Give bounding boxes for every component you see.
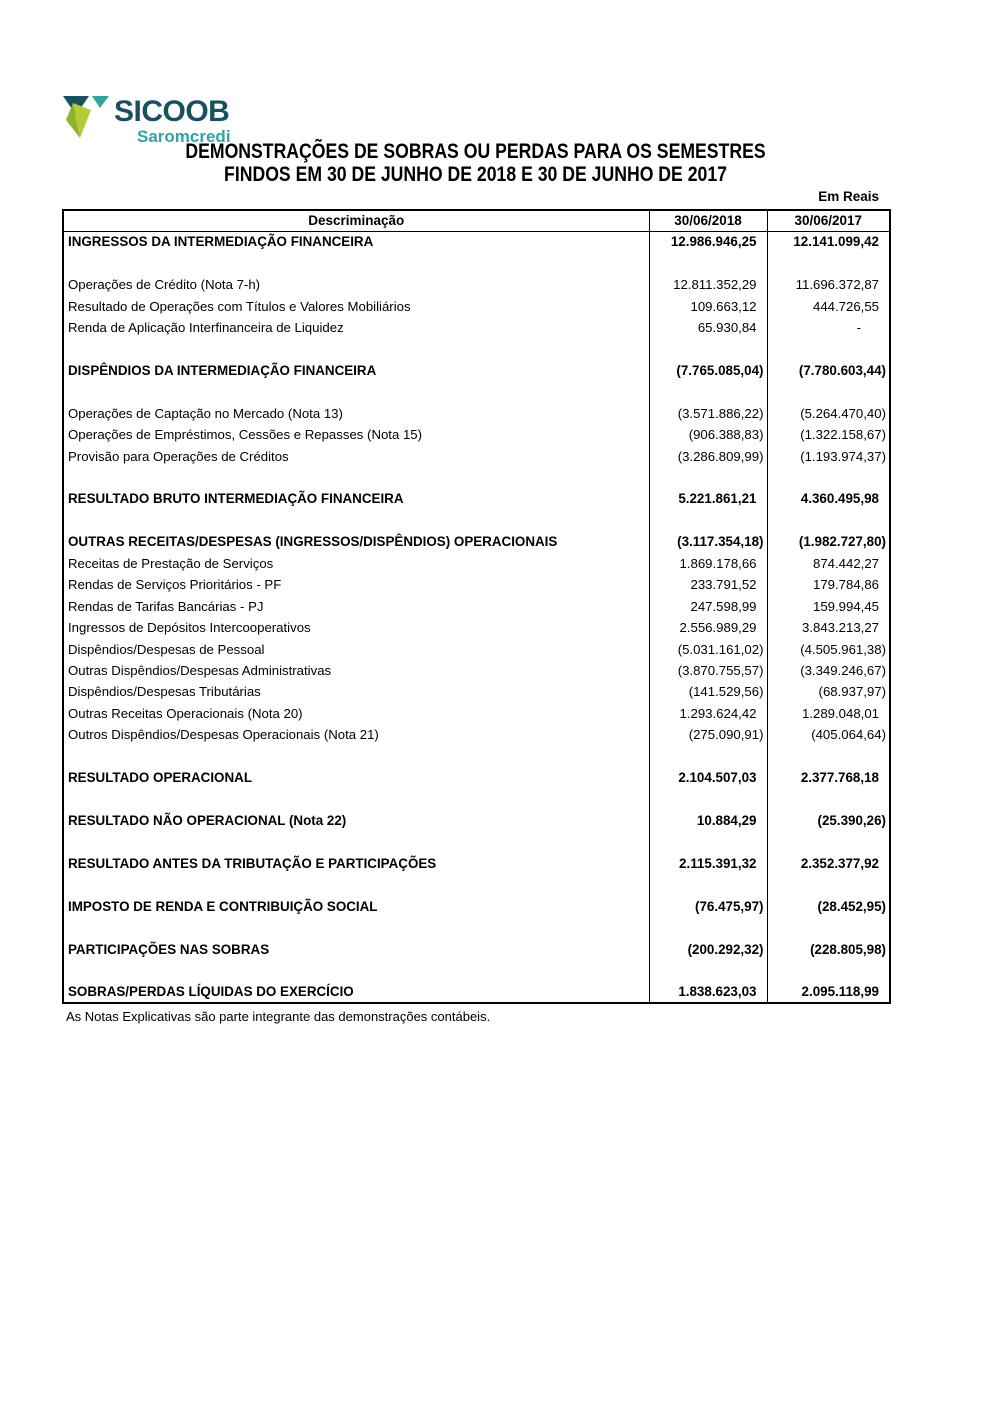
value-2017: (25.390,26) bbox=[767, 810, 890, 831]
value-2017: - bbox=[767, 317, 890, 338]
value-2018: (3.571.886,22) bbox=[649, 403, 767, 424]
value-2018: 12.986.946,25 bbox=[649, 231, 767, 252]
value-2017: (405.064,64) bbox=[767, 724, 890, 745]
brand-subname: Saromcredi bbox=[137, 127, 231, 146]
table-row bbox=[63, 660, 890, 681]
logo-teal-triangle bbox=[92, 96, 109, 108]
row-label: Dispêndios/Despesas Tributárias bbox=[68, 684, 261, 700]
table-row bbox=[63, 981, 890, 1002]
table-row-spacer bbox=[63, 960, 890, 981]
row-label bbox=[63, 874, 649, 895]
row-label: Rendas de Tarifas Bancárias - PJ bbox=[68, 598, 264, 614]
table-row-spacer bbox=[63, 917, 890, 938]
value-2017: 874.442,27 bbox=[767, 553, 890, 574]
title-line-1: DEMONSTRAÇÕES DE SOBRAS OU PERDAS PARA OS SEMESTRES bbox=[185, 140, 766, 163]
row-label bbox=[63, 381, 649, 402]
row-label bbox=[63, 746, 649, 767]
value-2018: (3.117.354,18) bbox=[649, 531, 767, 552]
row-label: Resultado de Operações com Títulos e Valores Mobiliários bbox=[68, 298, 411, 314]
value-2018 bbox=[649, 874, 767, 895]
value-2017 bbox=[767, 467, 890, 488]
value-2018: 2.104.507,03 bbox=[649, 767, 767, 788]
value-2018: 233.791,52 bbox=[649, 574, 767, 595]
brand-text bbox=[114, 97, 231, 145]
value-2018 bbox=[649, 917, 767, 938]
currency-note: Em Reais bbox=[818, 189, 879, 204]
table-row bbox=[63, 617, 890, 638]
value-2017 bbox=[767, 338, 890, 359]
value-2017: 11.696.372,87 bbox=[767, 274, 890, 295]
value-2017 bbox=[767, 746, 890, 767]
table-row bbox=[63, 896, 890, 917]
table-body bbox=[63, 231, 890, 1003]
value-2018 bbox=[649, 788, 767, 809]
table-row bbox=[63, 938, 890, 959]
row-label: Outras Dispêndios/Despesas Administrativas bbox=[68, 662, 332, 678]
value-2017 bbox=[767, 252, 890, 273]
row-label bbox=[63, 831, 649, 852]
value-2018 bbox=[649, 467, 767, 488]
value-2018: 1.293.624,42 bbox=[649, 703, 767, 724]
row-label bbox=[63, 252, 649, 273]
row-label: Receitas de Prestação de Serviços bbox=[68, 555, 274, 571]
value-2018: 12.811.352,29 bbox=[649, 274, 767, 295]
table-row bbox=[63, 681, 890, 702]
value-2017: 2.352.377,92 bbox=[767, 853, 890, 874]
row-label: Operações de Captação no Mercado (Nota 13) bbox=[68, 405, 343, 421]
value-2018 bbox=[649, 831, 767, 852]
value-2017: 4.360.495,98 bbox=[767, 488, 890, 509]
value-2017 bbox=[767, 874, 890, 895]
row-label bbox=[63, 960, 649, 981]
table-row bbox=[63, 638, 890, 659]
value-2018: 1.869.178,66 bbox=[649, 553, 767, 574]
row-label bbox=[63, 467, 649, 488]
row-label: SOBRAS/PERDAS LÍQUIDAS DO EXERCÍCIO bbox=[68, 984, 354, 1000]
table-row bbox=[63, 488, 890, 509]
value-2018: (3.286.809,99) bbox=[649, 445, 767, 466]
value-2017: 159.994,45 bbox=[767, 595, 890, 616]
value-2018: (76.475,97) bbox=[649, 896, 767, 917]
value-2018: (3.870.755,57) bbox=[649, 660, 767, 681]
value-2017: (3.349.246,67) bbox=[767, 660, 890, 681]
row-label: Outras Receitas Operacionais (Nota 20) bbox=[68, 705, 303, 721]
row-label: Operações de Empréstimos, Cessões e Repasses (Nota 15) bbox=[68, 427, 423, 443]
table-row bbox=[63, 553, 890, 574]
row-label: Renda de Aplicação Interfinanceira de Liquidez bbox=[68, 319, 344, 335]
value-2017: (1.193.974,37) bbox=[767, 445, 890, 466]
value-2017: (68.937,97) bbox=[767, 681, 890, 702]
table-row bbox=[63, 703, 890, 724]
value-2018 bbox=[649, 338, 767, 359]
row-label bbox=[63, 788, 649, 809]
value-2017: 3.843.213,27 bbox=[767, 617, 890, 638]
row-label bbox=[63, 510, 649, 531]
document-title bbox=[128, 140, 823, 186]
row-label: RESULTADO ANTES DA TRIBUTAÇÃO E PARTICIPAÇÕES bbox=[68, 855, 437, 871]
value-2017 bbox=[767, 917, 890, 938]
value-2017: 2.095.118,99 bbox=[767, 981, 890, 1002]
value-2017: (228.805,98) bbox=[767, 938, 890, 959]
table-row bbox=[63, 853, 890, 874]
table-row bbox=[63, 531, 890, 552]
table-row-spacer bbox=[63, 252, 890, 273]
value-2017: 1.289.048,01 bbox=[767, 703, 890, 724]
value-2018: (275.090,91) bbox=[649, 724, 767, 745]
table-row bbox=[63, 424, 890, 445]
column-header-30-06-2017: 30/06/2017 bbox=[767, 210, 890, 231]
table-row bbox=[63, 810, 890, 831]
value-2017: (7.780.603,44) bbox=[767, 360, 890, 381]
value-2017: (4.505.961,38) bbox=[767, 638, 890, 659]
column-header-30-06-2018: 30/06/2018 bbox=[649, 210, 767, 231]
row-label bbox=[63, 917, 649, 938]
value-2018: 247.598,99 bbox=[649, 595, 767, 616]
row-label: Ingressos de Depósitos Intercooperativos bbox=[68, 620, 311, 636]
table-row-spacer bbox=[63, 338, 890, 359]
value-2018: 2.115.391,32 bbox=[649, 853, 767, 874]
row-label: IMPOSTO DE RENDA E CONTRIBUIÇÃO SOCIAL bbox=[68, 898, 378, 914]
value-2017 bbox=[767, 381, 890, 402]
value-2017: 2.377.768,18 bbox=[767, 767, 890, 788]
value-2017 bbox=[767, 831, 890, 852]
column-header-descrimination: Descriminação bbox=[63, 210, 649, 231]
row-label: Provisão para Operações de Créditos bbox=[68, 448, 289, 464]
table-row-spacer bbox=[63, 381, 890, 402]
value-2017: (1.982.727,80) bbox=[767, 531, 890, 552]
row-label: OUTRAS RECEITAS/DESPESAS (INGRESSOS/DISPÊNDIOS) OPERACIONAIS bbox=[68, 534, 558, 550]
table-row-spacer bbox=[63, 746, 890, 767]
value-2017: (28.452,95) bbox=[767, 896, 890, 917]
table-row bbox=[63, 724, 890, 745]
table-row bbox=[63, 767, 890, 788]
row-label: Outros Dispêndios/Despesas Operacionais (Nota 21) bbox=[68, 727, 379, 743]
table-row-spacer bbox=[63, 788, 890, 809]
table-row-spacer bbox=[63, 874, 890, 895]
value-2017: 179.784,86 bbox=[767, 574, 890, 595]
row-label: RESULTADO BRUTO INTERMEDIAÇÃO FINANCEIRA bbox=[68, 491, 404, 507]
value-2017 bbox=[767, 788, 890, 809]
row-label: Operações de Crédito (Nota 7-h) bbox=[68, 277, 261, 293]
value-2018: (5.031.161,02) bbox=[649, 638, 767, 659]
value-2018: 2.556.989,29 bbox=[649, 617, 767, 638]
value-2017: (5.264.470,40) bbox=[767, 403, 890, 424]
value-2018: (7.765.085,04) bbox=[649, 360, 767, 381]
sicoob-logo-mark-icon bbox=[62, 94, 112, 140]
row-label: Rendas de Serviços Prioritários - PF bbox=[68, 577, 282, 593]
value-2017: 444.726,55 bbox=[767, 295, 890, 316]
row-label: RESULTADO OPERACIONAL bbox=[68, 770, 252, 786]
value-2018: 109.663,12 bbox=[649, 295, 767, 316]
row-label: PARTICIPAÇÕES NAS SOBRAS bbox=[68, 941, 270, 957]
value-2017 bbox=[767, 960, 890, 981]
value-2018 bbox=[649, 252, 767, 273]
table-row bbox=[63, 445, 890, 466]
value-2018: (141.529,56) bbox=[649, 681, 767, 702]
table-header-row bbox=[63, 210, 890, 231]
footnote: As Notas Explicativas são parte integrante das demonstrações contábeis. bbox=[66, 1009, 491, 1024]
value-2018: (200.292,32) bbox=[649, 938, 767, 959]
row-label: Dispêndios/Despesas de Pessoal bbox=[68, 641, 265, 657]
value-2018 bbox=[649, 510, 767, 531]
table-row bbox=[63, 574, 890, 595]
table-row bbox=[63, 595, 890, 616]
table-row bbox=[63, 231, 890, 252]
table-row bbox=[63, 317, 890, 338]
table-row-spacer bbox=[63, 467, 890, 488]
table-row bbox=[63, 360, 890, 381]
value-2018: 5.221.861,21 bbox=[649, 488, 767, 509]
title-line-2: FINDOS EM 30 DE JUNHO DE 2018 E 30 DE JUNHO DE 2017 bbox=[224, 163, 727, 186]
row-label: INGRESSOS DA INTERMEDIAÇÃO FINANCEIRA bbox=[68, 234, 374, 250]
value-2018 bbox=[649, 746, 767, 767]
value-2018: (906.388,83) bbox=[649, 424, 767, 445]
table-row bbox=[63, 295, 890, 316]
table-row-spacer bbox=[63, 510, 890, 531]
row-label: RESULTADO NÃO OPERACIONAL (Nota 22) bbox=[68, 813, 347, 829]
row-label bbox=[63, 338, 649, 359]
value-2018: 65.930,84 bbox=[649, 317, 767, 338]
value-2018: 10.884,29 bbox=[649, 810, 767, 831]
table-row bbox=[63, 403, 890, 424]
value-2017: 12.141.099,42 bbox=[767, 231, 890, 252]
value-2017 bbox=[767, 510, 890, 531]
value-2018 bbox=[649, 381, 767, 402]
sicoob-logo bbox=[62, 94, 231, 145]
value-2018 bbox=[649, 960, 767, 981]
value-2017: (1.322.158,67) bbox=[767, 424, 890, 445]
financial-statement-table bbox=[62, 209, 891, 1004]
row-label: DISPÊNDIOS DA INTERMEDIAÇÃO FINANCEIRA bbox=[68, 362, 377, 378]
table-row-spacer bbox=[63, 831, 890, 852]
table-row bbox=[63, 274, 890, 295]
value-2018: 1.838.623,03 bbox=[649, 981, 767, 1002]
brand-name: SICOOB bbox=[114, 95, 230, 128]
